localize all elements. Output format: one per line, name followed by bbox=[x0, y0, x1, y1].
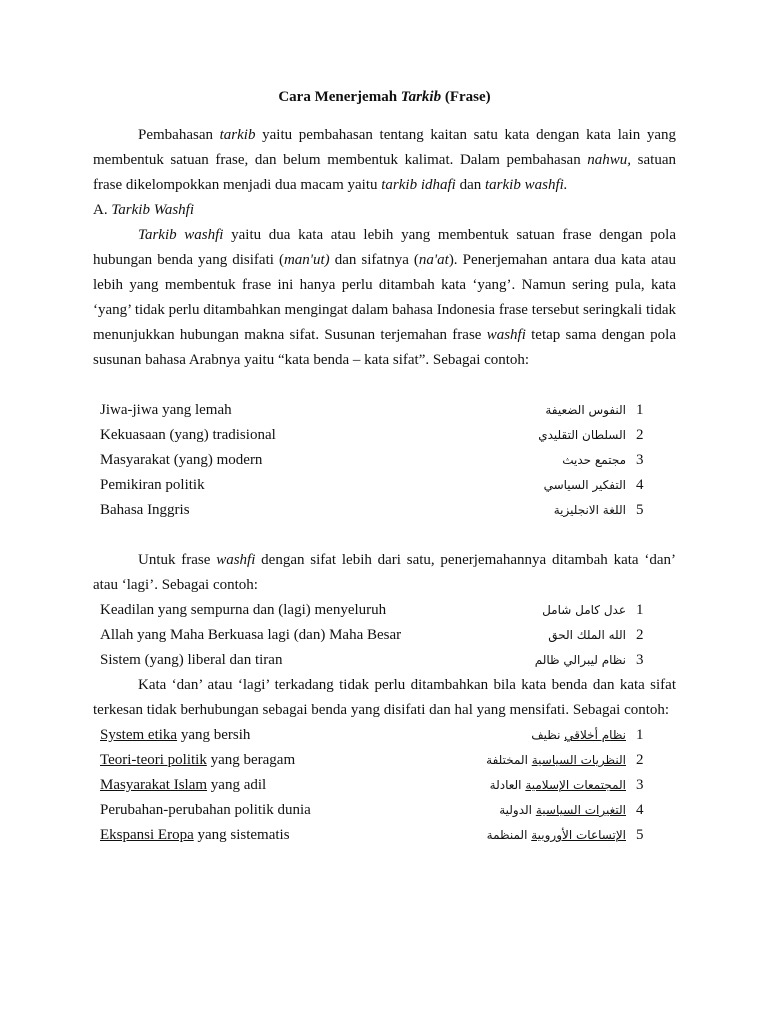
example-arabic: النفوس الضعيفة bbox=[545, 403, 626, 417]
example-number: 2 bbox=[636, 427, 644, 443]
example-latin: Jiwa-jiwa yang lemah bbox=[100, 402, 232, 418]
omit-conjunction-paragraph: Kata ‘dan’ atau ‘lagi’ terkadang tidak perlu ditambahkan bila kata benda dan kata sifat terkesan tidak berhubungan sebagai benda yang disifati dan hal yang mensifati. Sebagai contoh: bbox=[93, 677, 676, 718]
example-number: 4 bbox=[636, 477, 644, 493]
list-item bbox=[93, 498, 676, 523]
examples-list-3 bbox=[93, 723, 676, 848]
example-latin: Sistem (yang) liberal dan tiran bbox=[100, 652, 283, 668]
examples-list-1 bbox=[93, 398, 676, 523]
multi-adjective-paragraph: Untuk frase washfi dengan sifat lebih dari satu, penerjemahannya ditambah kata ‘dan’ atau ‘lagi’. Sebagai contoh: bbox=[93, 552, 676, 593]
list-item bbox=[93, 623, 676, 648]
page-title: Cara Menerjemah Tarkib (Frase) bbox=[278, 89, 491, 105]
spacer bbox=[93, 523, 676, 548]
example-arabic: اللغة الانجليزية bbox=[553, 503, 626, 517]
document-page bbox=[93, 84, 676, 848]
list-item bbox=[93, 748, 676, 773]
example-latin: Teori-teori politik yang beragam bbox=[100, 752, 296, 768]
example-number: 2 bbox=[636, 627, 644, 643]
example-arabic: عدل كامل شامل bbox=[542, 603, 626, 617]
spacer bbox=[93, 373, 676, 398]
example-number: 4 bbox=[636, 802, 644, 818]
example-arabic: السلطان التقليدي bbox=[538, 428, 626, 442]
list-item bbox=[93, 823, 676, 848]
example-number: 1 bbox=[636, 727, 644, 743]
list-item bbox=[93, 648, 676, 673]
example-arabic: الله الملك الحق bbox=[548, 628, 626, 642]
example-latin: Keadilan yang sempurna dan (lagi) menyeluruh bbox=[100, 602, 387, 618]
list-item bbox=[93, 723, 676, 748]
example-latin: System etika yang bersih bbox=[100, 727, 251, 743]
example-latin: Allah yang Maha Berkuasa lagi (dan) Maha Besar bbox=[100, 627, 402, 643]
example-latin: Pemikiran politik bbox=[100, 477, 205, 493]
intro-paragraph: Pembahasan tarkib yaitu pembahasan tentang kaitan satu kata dengan kata lain yang membentuk satuan frase, dan belum membentuk kalimat. Dalam pembahasan nahwu, satuan frase dikelompokkan menjadi dua macam yaitu tarkib idhafi dan tarkib washfi. bbox=[93, 127, 676, 193]
example-number: 5 bbox=[636, 827, 644, 843]
example-number: 3 bbox=[636, 652, 644, 668]
list-item bbox=[93, 798, 676, 823]
example-arabic: نظام ليبرالي ظالم bbox=[534, 653, 626, 667]
section-heading-a: A. Tarkib Washfi bbox=[93, 202, 195, 218]
list-item bbox=[93, 598, 676, 623]
example-latin: Perubahan-perubahan politik dunia bbox=[100, 802, 311, 818]
example-latin: Bahasa Inggris bbox=[100, 502, 190, 518]
example-number: 3 bbox=[636, 452, 644, 468]
examples-list-2 bbox=[93, 598, 676, 673]
example-arabic: التغيرات السياسية الدولية bbox=[499, 803, 626, 817]
example-number: 3 bbox=[636, 777, 644, 793]
example-latin: Ekspansi Eropa yang sistematis bbox=[100, 827, 290, 843]
list-item bbox=[93, 473, 676, 498]
list-item bbox=[93, 423, 676, 448]
example-number: 5 bbox=[636, 502, 644, 518]
list-item bbox=[93, 398, 676, 423]
list-item bbox=[93, 773, 676, 798]
list-item bbox=[93, 448, 676, 473]
washfi-paragraph: Tarkib washfi yaitu dua kata atau lebih yang membentuk satuan frase dengan pola hubungan benda yang disifati (man'ut) dan sifatnya (na'at). Penerjemahan antara dua kata atau lebih yang membentuk frase ini hanya perlu ditambah kata ‘yang’. Namun sering pula, kata ‘yang’ tidak perlu ditambahkan mengingat dalam bahasa Indonesia frase tersebut seringkali tidak menunjukkan hubungan makna sifat. Susunan terjemahan frase washfi tetap sama dengan pola susunan bahasa Arabnya yaitu “kata benda – kata sifat”. Sebagai contoh: bbox=[93, 227, 676, 368]
example-arabic: الإتساعات الأوروبية المنظمة bbox=[486, 828, 626, 842]
example-arabic: نظام أخلاقي نظيف bbox=[531, 728, 626, 742]
example-latin: Kekuasaan (yang) tradisional bbox=[100, 427, 276, 443]
example-arabic: مجتمع حديث bbox=[562, 453, 626, 467]
example-number: 2 bbox=[636, 752, 644, 768]
example-arabic: المجتمعات الإسلامية العادلة bbox=[489, 778, 626, 792]
example-arabic: النظريات السياسية المختلفة bbox=[486, 753, 626, 767]
example-latin: Masyarakat Islam yang adil bbox=[100, 777, 267, 793]
example-number: 1 bbox=[636, 602, 644, 618]
example-latin: Masyarakat (yang) modern bbox=[100, 452, 263, 468]
example-number: 1 bbox=[636, 402, 644, 418]
example-arabic: التفكير السياسي bbox=[543, 478, 626, 492]
